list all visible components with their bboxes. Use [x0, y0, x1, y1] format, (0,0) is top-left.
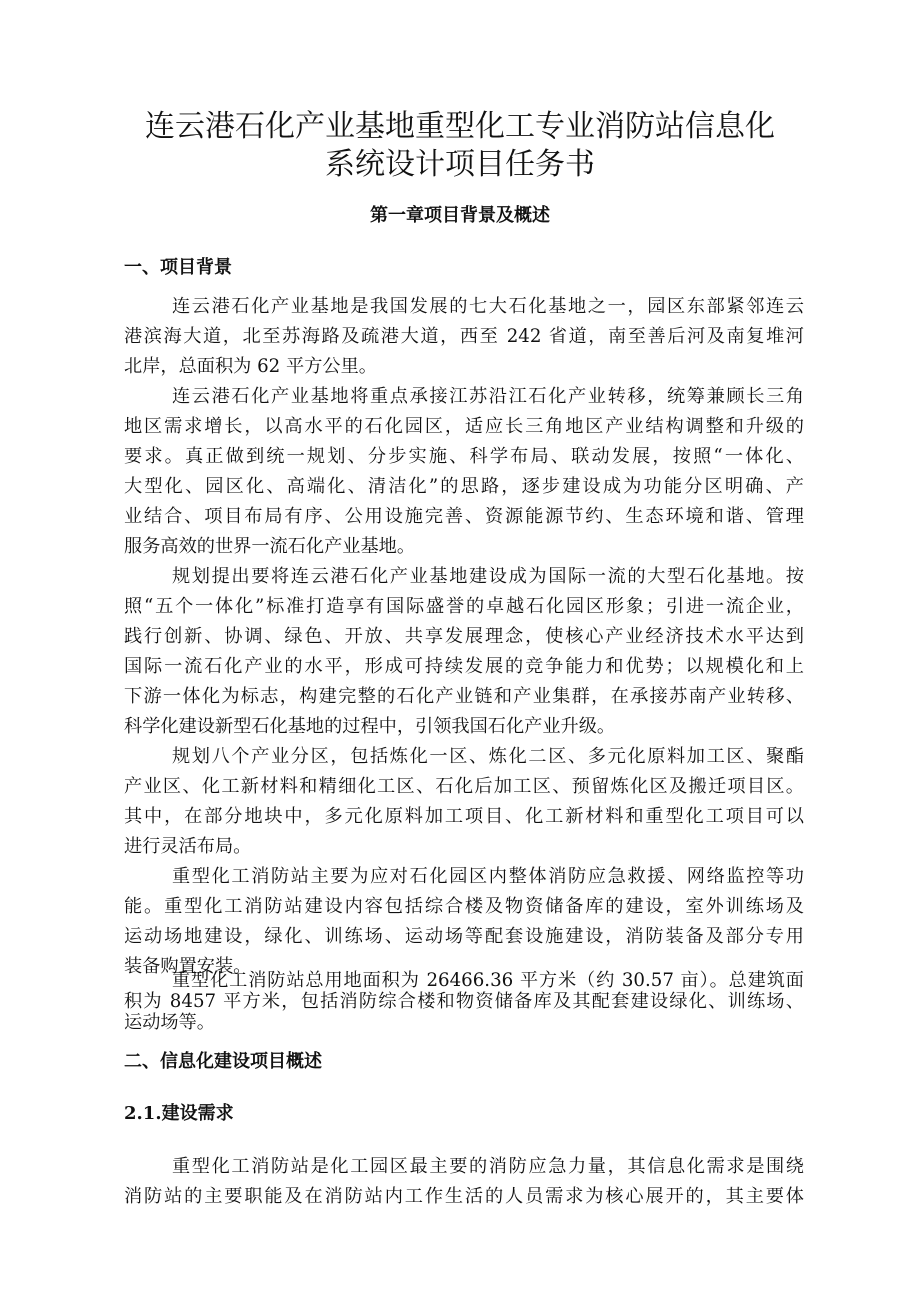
paragraph-line: 北岸，总面积为 62 平方公里。 — [124, 356, 377, 377]
paragraph-line: 其中，在部分地块中，多元化原料加工项目、化工新材料和重型化工项目可以 — [124, 806, 804, 827]
paragraph-line: 地区需求增长，以高水平的石化园区，适应长三角地区产业结构调整和升级的 — [124, 416, 804, 437]
paragraph-line: 国际一流石化产业的水平，形成可持续发展的竞争能力和优势；以规模化和上 — [124, 656, 804, 677]
paragraph-line: 能。重型化工消防站建设内容包括综合楼及物资储备库的建设，室外训练场及 — [124, 896, 804, 917]
paragraph-line: 下游一体化为标志，构建完整的石化产业链和产业集群，在承接苏南产业转移、 — [124, 686, 804, 707]
chapter-heading: 第一章项目背景及概述 — [370, 205, 550, 226]
paragraph-line: 连云港石化产业基地将重点承接江苏沿江石化产业转移，统筹兼顾长三角 — [172, 386, 804, 407]
paragraph-line: 践行创新、协调、绿色、开放、共享发展理念，使核心产业经济技术水平达到 — [124, 626, 804, 647]
paragraph-line: 积为 8457 平方米，包括消防综合楼和物资储备库及其配套建设绿化、训练场、 — [124, 991, 804, 1012]
section-heading-requirements: 2.1.建设需求 — [124, 1103, 234, 1124]
title-line-1: 连云港石化产业基地重型化工专业消防站信息化 — [145, 109, 775, 144]
paragraph-line: 大型化、园区化、高端化、清洁化”的思路，逐步建设成为功能分区明确、产 — [124, 476, 804, 497]
paragraph-line: 规划提出要将连云港石化产业基地建设成为国际一流的大型石化基地。按 — [172, 566, 804, 587]
paragraph-line: 照“五个一体化”标准打造享有国际盛誉的卓越石化园区形象；引进一流企业， — [124, 596, 804, 617]
paragraph-line: 运动场地建设，绿化、训练场、运动场等配套设施建设，消防装备及部分专用 — [124, 926, 804, 947]
paragraph-line: 运动场等。 — [124, 1012, 215, 1033]
paragraph-line: 重型化工消防站主要为应对石化园区内整体消防应急救援、网络监控等功 — [172, 866, 804, 887]
paragraph-line: 产业区、化工新材料和精细化工区、石化后加工区、预留炼化区及搬迁项目区。 — [124, 776, 804, 797]
paragraph-line: 重型化工消防站总用地面积为 26466.36 平方米（约 30.57 亩）。总建筑面 — [172, 970, 804, 991]
paragraph-line: 重型化工消防站是化工园区最主要的消防应急力量，其信息化需求是围绕 — [172, 1156, 804, 1177]
paragraph-line: 装备购置安装。 — [124, 956, 252, 977]
paragraph-line: 业结合、项目布局有序、公用设施完善、资源能源节约、生态环境和谐、管理 — [124, 506, 804, 527]
paragraph-line: 规划八个产业分区，包括炼化一区、炼化二区、多元化原料加工区、聚酯 — [172, 746, 804, 767]
section-heading-overview: 二、信息化建设项目概述 — [124, 1051, 322, 1072]
section-heading-background: 一、项目背景 — [124, 257, 232, 278]
paragraph-line: 港滨海大道，北至苏海路及疏港大道，西至 242 省道，南至善后河及南复堆河 — [124, 326, 804, 347]
paragraph-line: 进行灵活布局。 — [124, 836, 252, 857]
paragraph-line: 科学化建设新型石化基地的过程中，引领我国石化产业升级。 — [124, 716, 616, 737]
paragraph-line: 服务高效的世界一流石化产业基地。 — [124, 536, 416, 557]
title-line-2: 系统设计项目任务书 — [325, 147, 595, 182]
paragraph-line: 消防站的主要职能及在消防站内工作生活的人员需求为核心展开的，其主要体 — [124, 1186, 804, 1207]
paragraph-line: 要求。真正做到统一规划、分步实施、科学布局、联动发展，按照“一体化、 — [124, 446, 804, 467]
paragraph-line: 连云港石化产业基地是我国发展的七大石化基地之一，园区东部紧邻连云 — [172, 296, 804, 317]
